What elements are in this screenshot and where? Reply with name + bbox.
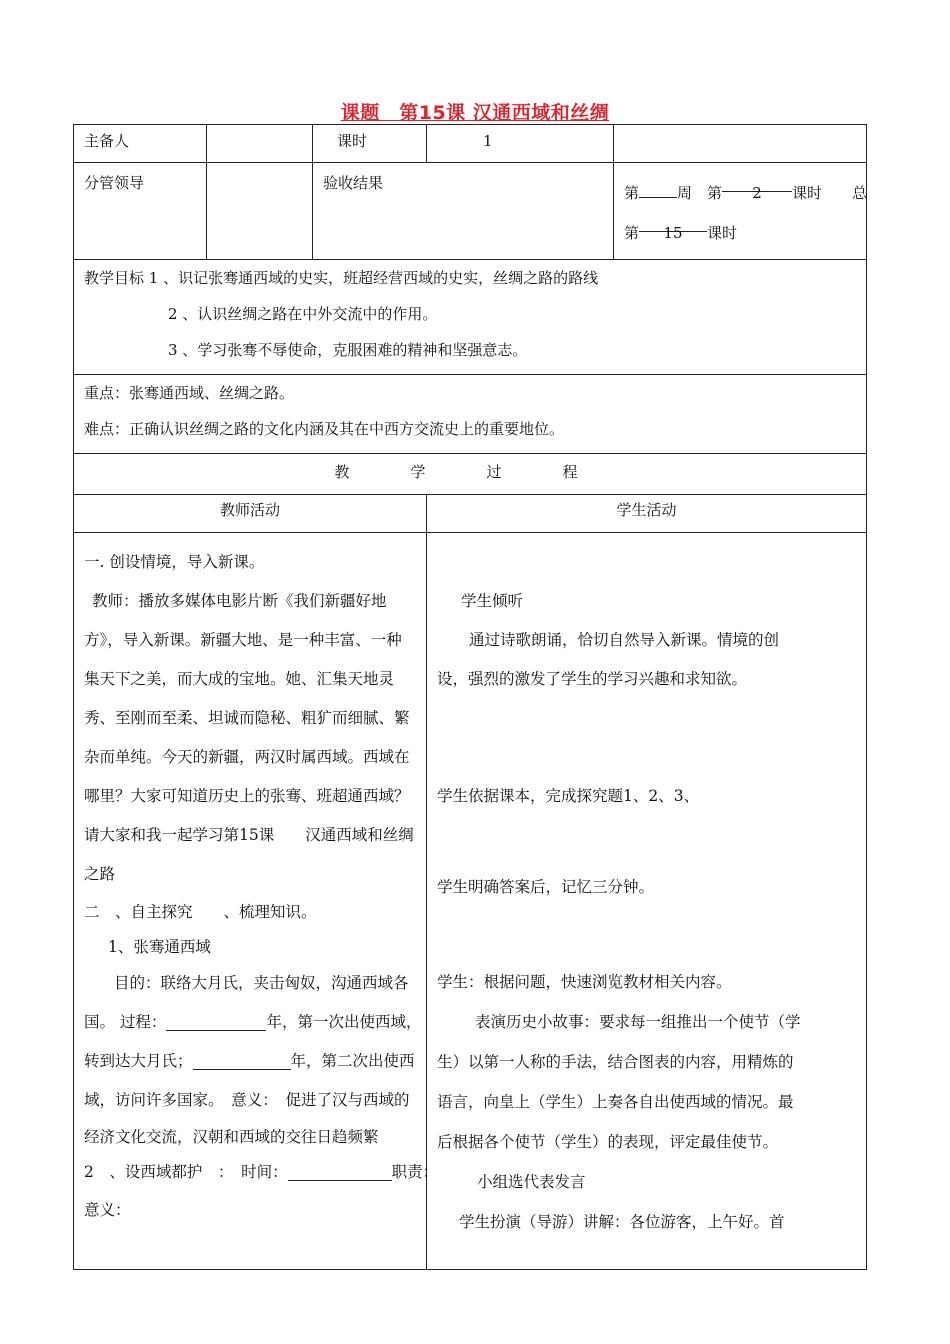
week-prefix: 第 — [624, 184, 640, 202]
student-line: 语言，向皇上（学生）上奏各自出使西域的情况。最 — [437, 1093, 794, 1111]
supervisor-label: 分管领导 — [74, 163, 207, 260]
process-label: 国。 过程： — [84, 1013, 167, 1031]
teacher-line — [84, 1003, 422, 1042]
protectorate-label: 2 、设西域都护 ： 时间： — [84, 1163, 288, 1181]
focus-cell — [74, 375, 867, 454]
process-char-3: 过 — [486, 463, 502, 481]
student-line: 设，强烈的激发了学生的学习兴趣和求知欲。 — [437, 670, 748, 688]
focus-row — [74, 375, 867, 454]
period-value: 1 — [427, 125, 614, 163]
teacher-activity-header: 教师活动 — [74, 495, 427, 533]
header-row-1 — [74, 125, 867, 163]
spacer — [437, 543, 856, 582]
period-label: 课时 — [313, 125, 427, 163]
student-line: 通过诗歌朗诵，恰切自然导入新课。情境的创 — [469, 631, 780, 649]
student-activity — [427, 533, 867, 1270]
teacher-line: 二 、自主探究 、梳理知识。 — [84, 903, 317, 921]
student-line: 小组选代表发言 — [477, 1173, 586, 1191]
key-points: 重点：张骞通西域、丝绸之路。 — [84, 384, 295, 402]
first-mission-text: 年，第一次出使西域， — [266, 1013, 422, 1031]
objective-1: 教学目标 1 、识记张骞通西域的史实，班超经营西域的史实，丝绸之路的路线 — [84, 269, 599, 287]
teacher-line — [84, 1042, 416, 1081]
student-line: 学生依据课本，完成探究题1、2、3、 — [437, 787, 700, 805]
total-suffix: 课时 — [707, 224, 738, 242]
lesson-plan-table — [73, 124, 867, 1270]
spacer — [437, 699, 856, 777]
student-line: 后根据各个使节（学生）的表现，评定最佳使节。 — [437, 1133, 779, 1151]
lesson-number: 2 — [722, 173, 792, 192]
arrival-text: 转到达大月氏； — [84, 1052, 193, 1070]
year-blank-2[interactable] — [193, 1049, 291, 1070]
time-blank[interactable] — [288, 1160, 392, 1181]
week-suffix: 周 第 — [677, 184, 723, 202]
process-row — [74, 454, 867, 495]
student-line: 生）以第一人称的手法，结合图表的内容，用精炼的 — [437, 1053, 794, 1071]
process-char-2: 学 — [410, 463, 426, 481]
teacher-line: 哪里？大家可知道历史上的张骞、班超通西域？ — [84, 787, 410, 805]
total-number: 15 — [639, 213, 707, 232]
teacher-line: 一. 创设情境，导入新课。 — [84, 553, 265, 571]
week-line — [624, 173, 868, 213]
teacher-line: 集天下之美，而大成的宝地。她、汇集天地灵 — [84, 670, 395, 688]
teacher-line — [84, 1154, 439, 1190]
supervisor-value — [207, 163, 313, 260]
student-activity-header: 学生活动 — [427, 495, 867, 533]
lesson-suffix: 课时 总 — [792, 184, 868, 202]
teacher-line: 经济文化交流，汉朝和西域的交往日趋频繁 — [84, 1128, 379, 1146]
total-line — [624, 213, 856, 253]
teacher-line: 目的：联络大月氏，夹击匈奴，沟通西域各 — [114, 974, 409, 992]
student-line: 学生倾听 — [461, 592, 524, 610]
teacher-line: 杂而单纯。今天的新疆，两汉时属西域。西域在 — [84, 748, 410, 766]
check-result-label: 验收结果 — [313, 163, 614, 260]
teacher-line: 秀、至刚而至柔、坦诚而隐秘、粗犷而细腻、繁 — [84, 709, 410, 727]
teacher-line: 之路 — [84, 865, 116, 883]
duty-label: 职责： — [391, 1163, 439, 1181]
student-line: 学生明确答案后，记忆三分钟。 — [437, 878, 655, 896]
objectives-row — [74, 260, 867, 375]
teacher-line: 方》，导入新课。新疆大地、是一种丰富、一种 — [84, 631, 402, 649]
teacher-line: 教师：播放多媒体电影片断《我们新疆好地 — [92, 592, 387, 610]
header-row-2 — [74, 163, 867, 260]
teacher-line: 1、张骞通西域 — [108, 938, 211, 956]
activity-row — [74, 533, 867, 1270]
week-info — [614, 163, 867, 260]
second-mission-text: 年，第二次出使西 — [290, 1052, 415, 1070]
spacer — [437, 816, 856, 868]
column-header-row — [74, 495, 867, 533]
preparer-value — [207, 125, 313, 163]
student-line: 学生：根据问题，快速浏览教材相关内容。 — [437, 973, 732, 991]
page-title: 课题 第15课 汉通西域和丝绸 — [340, 102, 610, 124]
teaching-process-heading — [74, 454, 867, 495]
spacer — [437, 907, 856, 963]
student-line: 表演历史小故事：要求每一组推出一个使节（学 — [475, 1013, 801, 1031]
process-char-1: 教 — [334, 463, 350, 481]
period-extra — [614, 125, 867, 163]
week-blank — [639, 179, 677, 198]
teaching-objectives — [74, 260, 867, 375]
teacher-line: 意义： — [84, 1201, 131, 1219]
objective-3: 3 、学习张骞不辱使命，克服困难的精神和坚强意志。 — [168, 341, 528, 359]
objective-2: 2 、认识丝绸之路在中外交流中的作用。 — [168, 305, 438, 323]
difficulties: 难点：正确认识丝绸之路的文化内涵及其在中西方交流史上的重要地位。 — [84, 420, 565, 438]
teacher-line: 请大家和我一起学习第15课 汉通西域和丝绸 — [84, 826, 414, 844]
teacher-activity — [74, 533, 439, 1270]
student-line: 学生扮演（导游）讲解：各位游客，上午好。首 — [459, 1213, 785, 1231]
year-blank-1[interactable] — [166, 1010, 266, 1031]
teacher-line: 域，访问许多国家。 意义： 促进了汉与西域的 — [84, 1091, 410, 1109]
total-prefix: 第 — [624, 224, 640, 242]
preparer-label: 主备人 — [74, 125, 207, 163]
process-char-4: 程 — [562, 463, 578, 481]
